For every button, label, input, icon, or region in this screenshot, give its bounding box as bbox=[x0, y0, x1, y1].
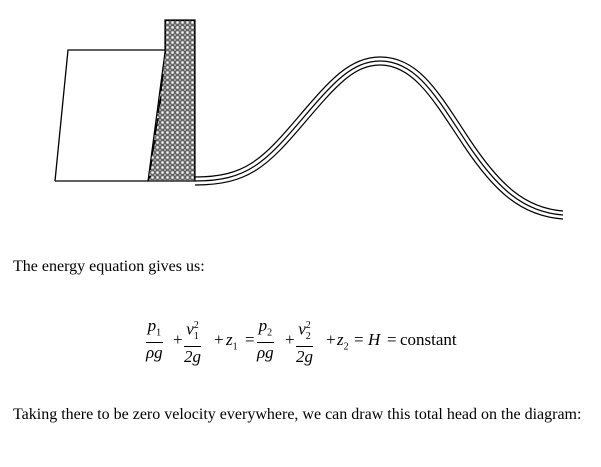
constant-label: constant bbox=[400, 330, 457, 349]
equals-sign: = bbox=[354, 330, 364, 349]
fraction-p2-over-rho-g: $\frac{p_2}{\rho g}$ bbox=[257, 316, 274, 363]
plus-sign: + bbox=[326, 330, 336, 349]
z1-term: $z_1$ bbox=[226, 330, 238, 353]
dam-wall bbox=[145, 18, 197, 184]
pipe bbox=[195, 57, 563, 219]
reservoir-dam-pipe-diagram bbox=[0, 0, 601, 230]
equals-sign: = bbox=[387, 330, 397, 349]
body-paragraph: Taking there to be zero velocity everywhere, we can draw this total head on the diagram: bbox=[13, 406, 582, 423]
fraction-v2-sq-over-2g: $\frac{v^2_2}{2g}$ bbox=[296, 317, 313, 366]
equals-sign: = bbox=[245, 330, 255, 349]
z2-term: $z_2$ bbox=[337, 330, 349, 353]
plus-sign: + bbox=[214, 330, 224, 349]
fraction-p1-over-rho-g: $\frac{p_1}{\rho g}$ bbox=[146, 316, 163, 363]
total-head-symbol: H bbox=[368, 330, 381, 349]
intro-text: The energy equation gives us: bbox=[13, 258, 205, 275]
plus-sign: + bbox=[285, 330, 295, 349]
fraction-v1-sq-over-2g: $\frac{v^2_1}{2g}$ bbox=[184, 317, 201, 366]
plus-sign: + bbox=[173, 330, 183, 349]
